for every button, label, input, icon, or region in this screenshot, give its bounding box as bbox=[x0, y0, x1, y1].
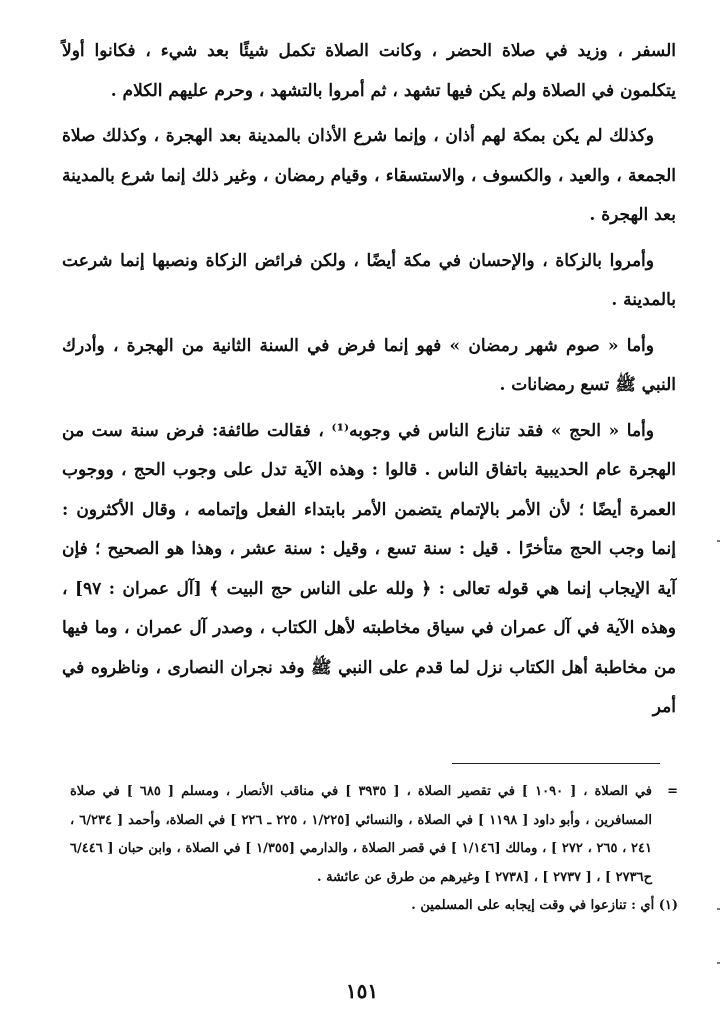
paragraph: وأمروا بالزكاة ، والإحسان في مكة أيضًا ، ولكن فرائض الزكاة ونصبها إنما شرعت بالمدينة . bbox=[62, 250, 676, 310]
paragraph: وكذلك لم يكن بمكة لهم أذان ، وإنما شرع الأذان بالمدينة بعد الهجرة ، وكذلك صلاة الجمعة ، والعيد ، والكسوف ، والاستسقاء ، وقيام رمضان ، وغير ذلك إنما شرع بالمدينة بعد الهجرة . bbox=[62, 126, 676, 225]
continuation-marker: = bbox=[667, 784, 678, 799]
main-text bbox=[62, 32, 676, 734]
paragraph: وأما « صوم شهر رمضان » فهو إنما فرض في السنة الثانية من الهجرة ، وأدرك النبي ﷺ تسع رمضانات . bbox=[62, 335, 676, 395]
footnote-1: (١) أي : تنازعوا في وقت إيجابه على المسلمين . bbox=[411, 898, 678, 913]
paragraph: السفر ، وزيد في صلاة الحضر ، وكانت الصلاة تكمل شيئًا بعد شيء ، فكانوا أولاً يتكلمون في الصلاة ولم يكن فيها تشهد ، ثم أمروا بالتشهد ، وحرم عليهم الكلام . bbox=[62, 41, 676, 101]
footnotes bbox=[70, 778, 678, 921]
scan-mark bbox=[717, 962, 720, 964]
footnote-separator bbox=[452, 763, 660, 764]
scan-mark bbox=[717, 540, 720, 542]
footnote-continuation-text: في الصلاة ، [ ١٠٩٠ ] في تقصير الصلاة ، [ ٣٩٣٥ ] في مناقب الأنصار ، ومسلم [ ٦٨٥ ] في صلاة المسافرين ، وأبو داود [ ١١٩٨ ] في الصلاة ، والنسائي [١/٢٢٥ ، ٢٢٥ ـ ٢٢٦ ] في الصلاة، وأحمد [ ٦/٢٣٤ ، ٢٤١ ، ٢٦٥ ، ٢٧٢ ] ، ومالك [١/١٤٦ ] في قصر الصلاة ، والدارمي [١/٣٥٥ ] في الصلاة ، وابن حبان [ ٦/٤٤٦ ح٢٧٣٦ ] ، [ ٢٧٣٧ ] ، [٢٧٣٨ ] وغيرهم من طرق عن عائشة . bbox=[70, 784, 652, 885]
scan-mark bbox=[717, 908, 720, 910]
paragraph: وأما « الحج » فقد تنازع الناس في وجوبه⁽¹⁾ ، فقالت طائفة: فرض سنة ست من الهجرة عام الحديبية باتفاق الناس . قالوا : وهذه الآية تدل على وجوب الحج ، ووجوب العمرة أيضًا ؛ لأن الأمر بالإتمام يتضمن الأمر بابتداء الفعل وإتمامه ، وقال الأكثرون : إنما وجب الحج متأخرًا . قيل : سنة تسع ، وقيل : سنة عشر ، وهذا هو الصحيح ؛ فإن آية الإيجاب إنما هي قوله تعالى : ﴿ ولله على الناس حج البيت ﴾ [آل عمران : ٩٧] ، وهذه الآية في آل عمران في سياق مخاطبته لأهل الكتاب ، وصدر آل عمران ، وما فيها من مخاطبة أهل الكتاب نزل لما قدم على النبي ﷺ وفد نجران النصارى ، وناظروه في أمر bbox=[62, 420, 677, 717]
footnote-continuation bbox=[70, 778, 678, 892]
page-number: ١٥١ bbox=[345, 979, 379, 1003]
